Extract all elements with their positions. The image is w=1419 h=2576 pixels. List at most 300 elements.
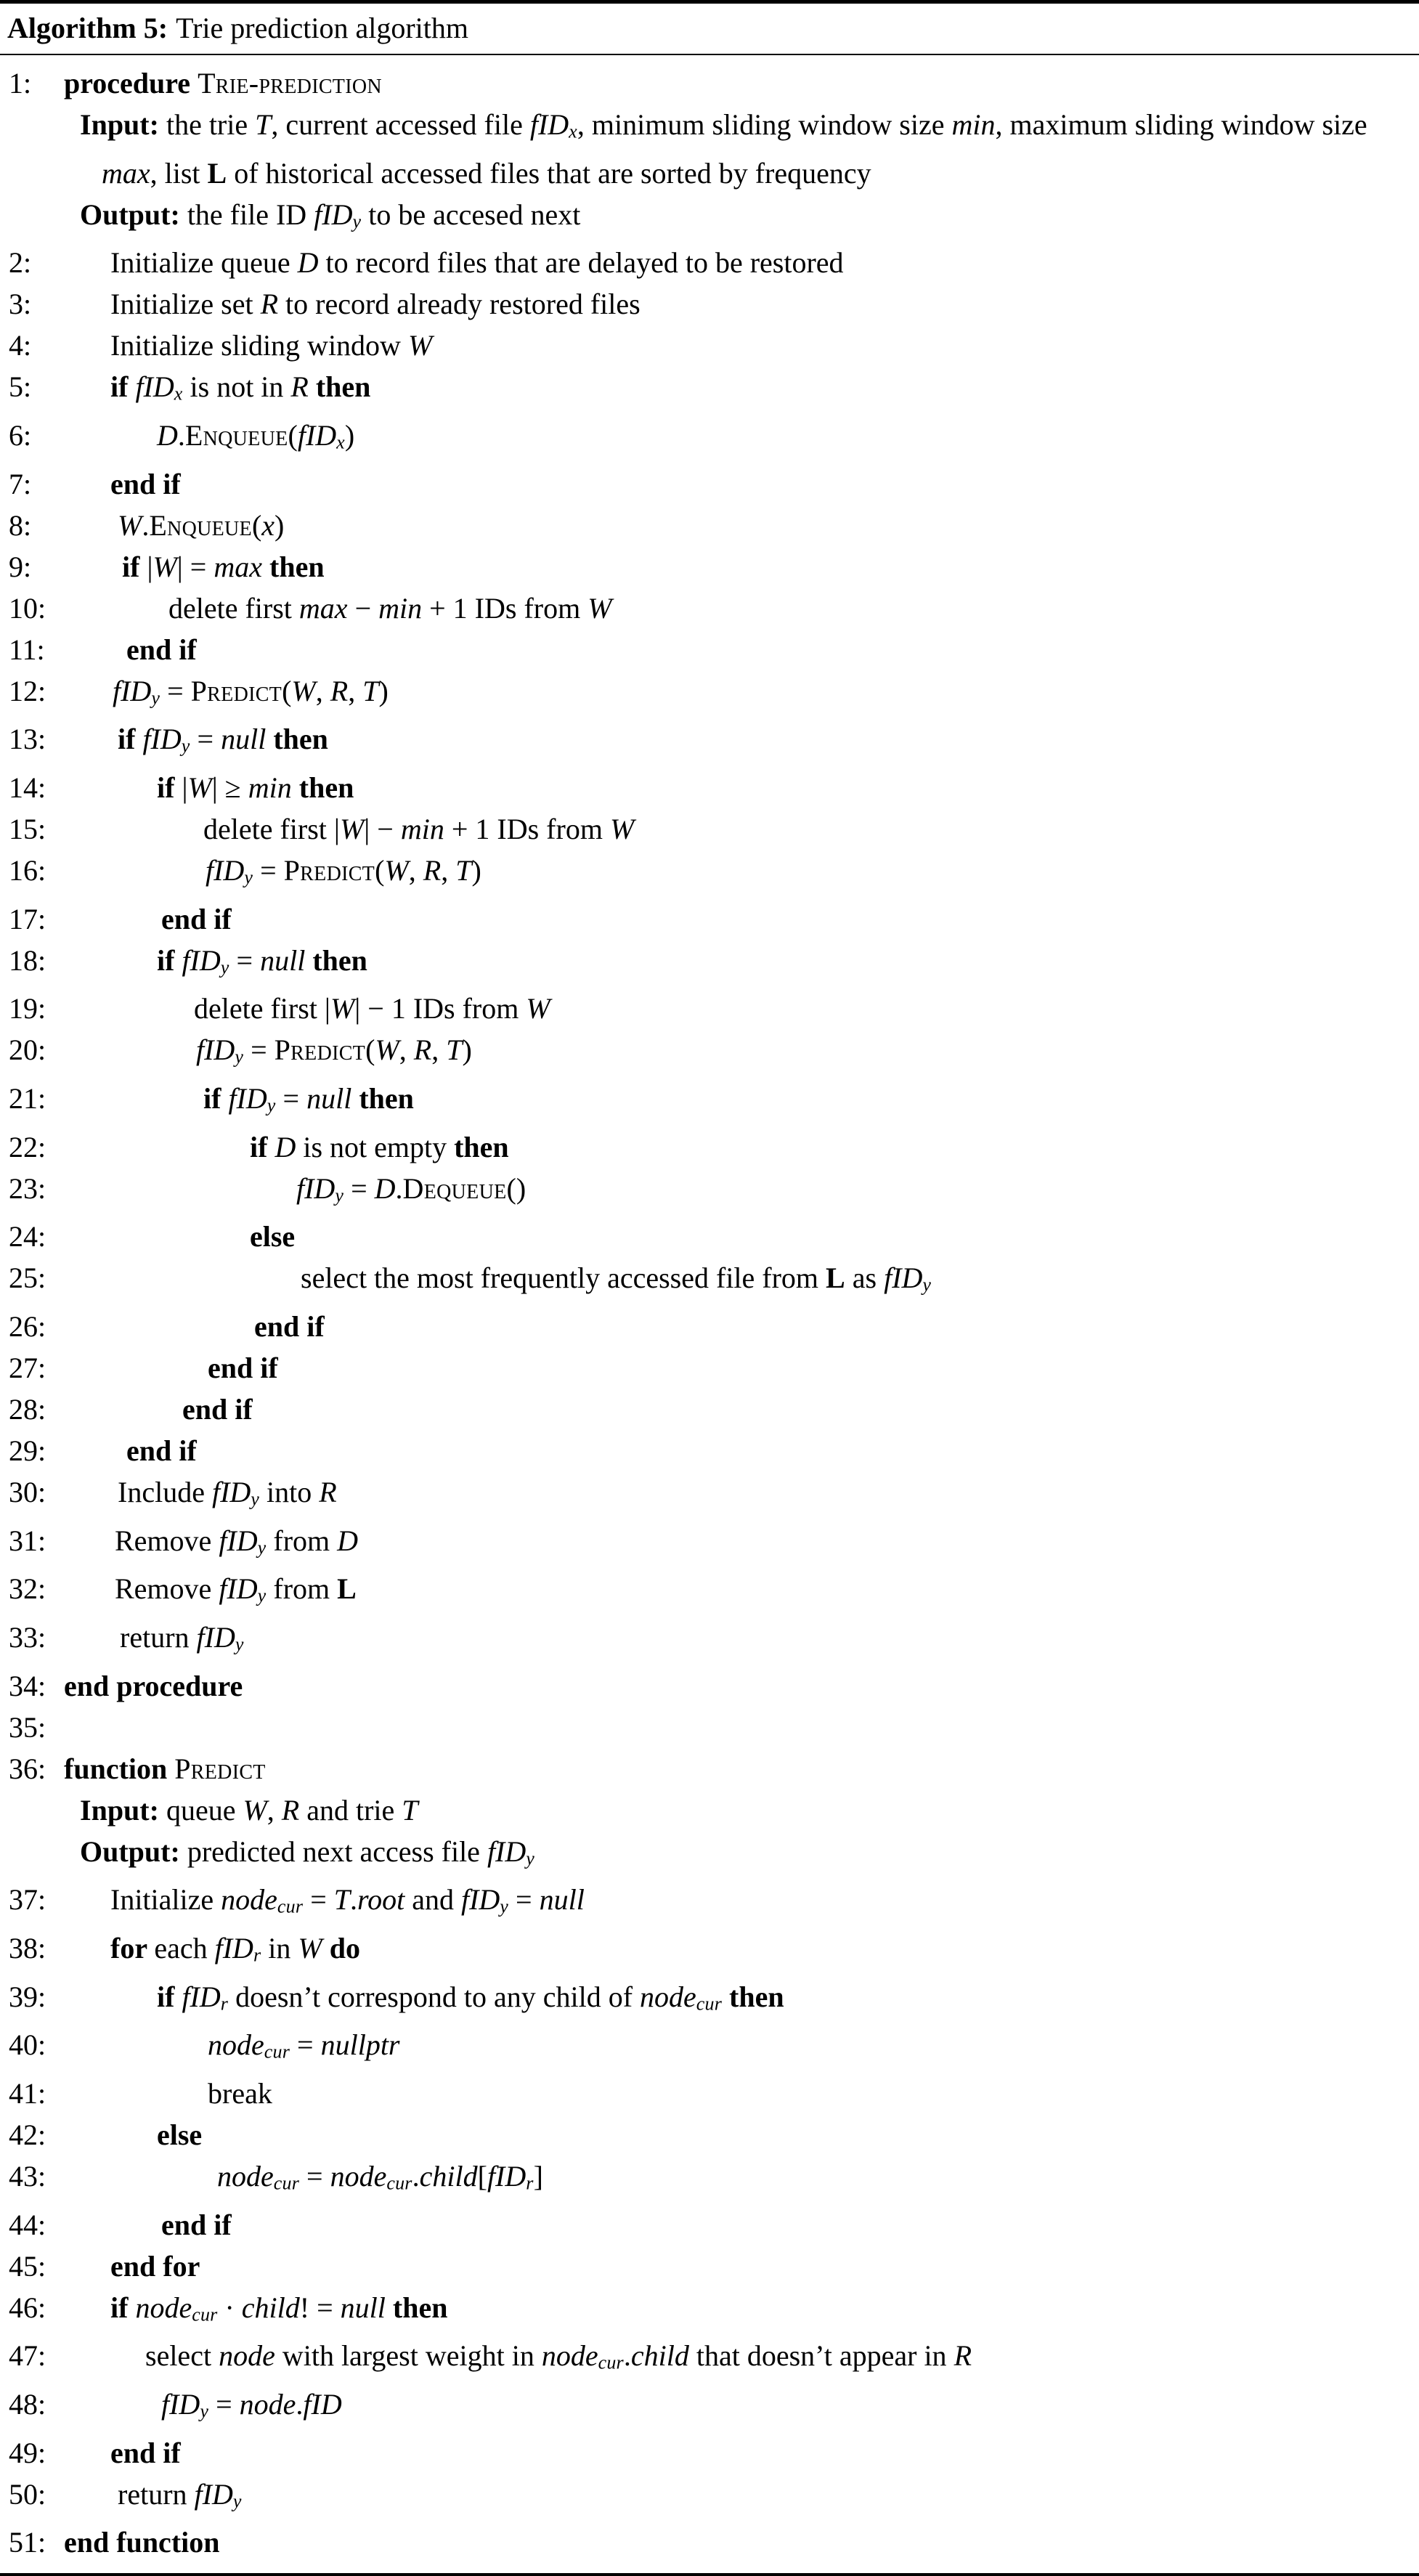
line-number: 22: — [9, 1130, 46, 1163]
algorithm-line — [0, 1520, 1412, 1569]
code-segment: max — [298, 591, 348, 625]
code-segment: , — [399, 1033, 414, 1067]
line-number: 31: — [9, 1524, 46, 1557]
code-segment: end if — [110, 2436, 181, 2469]
code-segment: nullptr — [320, 2028, 400, 2062]
line-number: 51: — [9, 2526, 46, 2559]
algorithm-line — [0, 1471, 1412, 1520]
code-segment: , current accessed file — [271, 108, 530, 141]
code-segment: fID — [196, 1621, 235, 1654]
code-segment: , — [267, 1793, 282, 1827]
code-segment: if — [118, 723, 143, 756]
smallcaps-name: Predict — [190, 674, 282, 707]
code-segment: fID — [182, 943, 221, 977]
code-segment: the file ID — [187, 198, 314, 231]
code-segment: root — [357, 1883, 405, 1917]
code-segment: node — [239, 2388, 296, 2421]
code-segment: R — [423, 854, 442, 887]
code-segment: delete first — [168, 591, 299, 625]
code-segment: else — [250, 1220, 296, 1254]
code-segment: end if — [110, 467, 181, 500]
algorithm-line — [0, 1831, 1412, 1880]
code-text — [64, 940, 1412, 988]
code-segment: fID — [297, 419, 337, 452]
code-segment: y — [500, 1896, 509, 1918]
code-segment: fID — [142, 723, 182, 756]
line-number: 37: — [9, 1883, 46, 1917]
code-segment: W — [339, 813, 365, 846]
code-segment: is not empty — [296, 1130, 455, 1163]
code-text — [64, 2073, 1412, 2114]
code-segment: [ — [477, 2160, 487, 2193]
code-segment: min — [951, 108, 996, 141]
code-segment: fID — [228, 1082, 267, 1116]
code-segment: R — [319, 1476, 337, 1509]
code-segment: node — [217, 2160, 274, 2193]
code-segment: then — [308, 370, 371, 404]
line-number: 26: — [9, 1310, 46, 1344]
code-segment: y — [220, 956, 229, 978]
code-segment: = — [243, 1033, 275, 1067]
code-segment: x — [261, 508, 275, 542]
code-segment: fID — [487, 1835, 526, 1868]
code-text — [64, 670, 1412, 719]
code-segment: fID — [460, 1883, 500, 1917]
code-segment: fID — [194, 2477, 233, 2511]
code-segment: R — [413, 1033, 432, 1067]
line-number: 30: — [9, 1476, 46, 1509]
algorithm-line — [0, 588, 1412, 629]
code-segment: = — [508, 1883, 540, 1917]
code-text — [64, 588, 1412, 629]
code-segment: null — [260, 943, 306, 977]
code-text — [64, 283, 1412, 325]
code-text — [64, 463, 1412, 505]
code-segment: | − 1 IDs from — [354, 992, 526, 1025]
code-text — [64, 629, 1412, 670]
code-segment: L — [826, 1261, 845, 1295]
code-text — [64, 1029, 1412, 1078]
code-segment: y — [257, 1537, 267, 1559]
code-segment: that doesn’t appear in — [688, 2339, 954, 2373]
code-segment: child — [419, 2160, 478, 2193]
line-number: 36: — [9, 1752, 46, 1785]
code-segment: . — [412, 2160, 420, 2193]
code-segment: = — [303, 1883, 334, 1917]
code-text — [64, 1347, 1412, 1389]
algorithm-line — [0, 1617, 1412, 1665]
code-segment: | ≥ — [211, 771, 248, 805]
algorithm-line — [0, 2156, 1412, 2204]
code-text — [64, 1617, 1412, 1665]
code-text — [64, 2246, 1412, 2287]
code-segment: min — [248, 771, 292, 805]
code-text — [64, 1078, 1412, 1126]
code-segment: then — [291, 771, 354, 805]
code-text — [64, 2432, 1412, 2474]
code-segment: null — [539, 1883, 585, 1917]
code-segment: doesn’t correspond to any child of — [228, 1980, 641, 2013]
line-number: 32: — [9, 1572, 46, 1606]
code-segment: + 1 IDs from — [444, 813, 610, 846]
line-number: 1: — [9, 67, 32, 99]
code-segment: cur — [696, 1993, 723, 2015]
smallcaps-name: Enqueue — [184, 419, 288, 452]
line-number: 21: — [9, 1082, 46, 1116]
code-segment: W — [407, 329, 433, 362]
code-segment: to record files that are delayed to be restored — [318, 246, 844, 280]
code-text — [64, 1471, 1412, 1520]
code-segment: r — [526, 2172, 534, 2194]
algorithm-line — [0, 1568, 1412, 1617]
code-segment: W — [526, 992, 550, 1025]
code-segment: = — [253, 854, 284, 887]
code-segment: y — [922, 1275, 932, 1296]
code-segment: . — [623, 2339, 631, 2373]
code-segment: if — [250, 1130, 275, 1163]
code-segment: x — [174, 383, 183, 405]
algorithm-line — [0, 1347, 1412, 1389]
code-text — [64, 1927, 1412, 1976]
code-segment: function — [64, 1752, 175, 1785]
code-text — [64, 1389, 1412, 1430]
code-text — [64, 2522, 1412, 2563]
code-text — [64, 767, 1412, 808]
line-number: 28: — [9, 1393, 46, 1426]
code-segment: max — [214, 550, 262, 583]
code-text — [64, 718, 1412, 767]
code-segment: W — [375, 1033, 399, 1067]
algorithm-label: Algorithm 5: — [7, 12, 168, 44]
algorithm-body — [0, 55, 1419, 2573]
code-segment: R — [281, 1793, 300, 1827]
code-segment: = — [160, 674, 191, 707]
code-segment: W — [330, 992, 355, 1025]
code-segment: if — [110, 370, 136, 404]
code-segment: ) — [378, 674, 389, 707]
algorithm-line — [0, 283, 1412, 325]
algorithm-header — [0, 4, 1419, 55]
code-segment: D — [157, 419, 178, 452]
code-segment: , — [441, 854, 456, 887]
algorithm-line — [0, 62, 1412, 104]
code-segment: fID — [219, 1572, 258, 1606]
code-segment: null — [340, 2291, 386, 2324]
code-segment: return — [120, 1621, 197, 1654]
algorithm-line — [0, 366, 1412, 415]
code-segment: fID — [182, 1980, 221, 2013]
line-number: 10: — [9, 591, 46, 625]
line-number: 7: — [9, 467, 32, 500]
code-text — [64, 546, 1412, 588]
algorithm-line — [0, 1029, 1412, 1078]
code-segment: , — [348, 674, 363, 707]
code-segment: | = — [176, 550, 214, 583]
smallcaps-name: Dequeue — [402, 1171, 507, 1205]
code-segment: end if — [126, 1434, 197, 1468]
code-segment: y — [244, 866, 253, 888]
line-number: 15: — [9, 813, 46, 846]
code-segment: Include — [118, 1476, 212, 1509]
line-number: 4: — [9, 329, 32, 362]
code-segment: then — [385, 2291, 448, 2324]
code-segment: W — [384, 854, 409, 887]
code-segment: predicted next access file — [187, 1835, 487, 1868]
code-segment: = — [299, 2160, 330, 2193]
algorithm-line — [0, 988, 1412, 1029]
code-segment: of historical accessed files that are sorted by frequency — [227, 156, 871, 190]
line-number: 20: — [9, 1033, 46, 1067]
code-segment: Initialize queue — [110, 246, 298, 280]
code-segment: fID — [219, 1524, 258, 1557]
code-segment: from — [266, 1524, 338, 1557]
algorithm-line — [0, 808, 1412, 850]
code-text — [64, 1568, 1412, 1617]
code-text — [64, 1976, 1412, 2025]
code-text — [64, 2335, 1412, 2384]
algorithm-line — [0, 1707, 1412, 1748]
code-segment: , — [408, 854, 423, 887]
code-text — [64, 898, 1412, 940]
code-segment: ( — [365, 1033, 375, 1067]
code-segment: node — [135, 2291, 192, 2324]
algorithm-line — [0, 1789, 1412, 1831]
code-segment: T — [333, 1883, 350, 1917]
code-segment: fID — [296, 1171, 336, 1205]
line-number: 47: — [9, 2339, 46, 2373]
algorithm-line — [0, 1927, 1412, 1976]
code-segment: select the most frequently accessed file from — [301, 1261, 826, 1295]
code-text — [64, 2384, 1412, 2432]
code-segment: · — [217, 2291, 242, 2324]
code-segment: W — [118, 508, 142, 542]
line-number: 18: — [9, 943, 46, 977]
code-segment: L — [337, 1572, 357, 1606]
code-text — [64, 415, 1412, 463]
code-text — [64, 505, 1412, 546]
code-segment: min — [400, 813, 444, 846]
code-segment: = — [275, 1082, 307, 1116]
code-text — [64, 2474, 1412, 2522]
code-segment: L — [207, 156, 227, 190]
code-text — [64, 2114, 1412, 2156]
code-segment: null — [221, 723, 267, 756]
code-segment: Remove — [115, 1572, 219, 1606]
algorithm-title: Trie prediction algorithm — [176, 12, 468, 44]
algorithm-line — [0, 415, 1412, 463]
algorithm-line — [0, 670, 1412, 719]
line-number: 39: — [9, 1980, 46, 2013]
code-segment: T — [446, 1033, 463, 1067]
code-segment: Output: — [80, 198, 187, 231]
code-segment: , — [315, 674, 330, 707]
line-number: 13: — [9, 723, 46, 756]
algorithm-line — [0, 1168, 1412, 1216]
code-segment: () — [506, 1171, 526, 1205]
line-number: 3: — [9, 288, 32, 321]
algorithm-line — [0, 325, 1412, 366]
code-text — [64, 1789, 1412, 1831]
algorithm-line — [0, 940, 1412, 988]
code-segment: end if — [161, 902, 232, 935]
algorithm-line — [0, 1306, 1412, 1347]
code-segment: y — [151, 687, 160, 709]
code-segment: . — [142, 508, 150, 542]
code-segment: y — [251, 1488, 260, 1510]
code-segment: then — [305, 943, 367, 977]
line-number: 16: — [9, 854, 46, 887]
algorithm-line — [0, 2335, 1412, 2384]
code-segment: with largest weight in — [275, 2339, 542, 2373]
algorithm-line — [0, 546, 1412, 588]
algorithm-line — [0, 2474, 1412, 2522]
code-segment: queue — [166, 1793, 243, 1827]
code-segment: W — [187, 771, 212, 805]
code-text — [64, 850, 1412, 898]
code-segment: ) — [471, 854, 481, 887]
code-text — [64, 2156, 1412, 2204]
algorithm-line — [0, 767, 1412, 808]
code-segment: = — [229, 943, 261, 977]
code-segment: y — [267, 1094, 276, 1116]
code-segment: fID — [196, 1033, 235, 1067]
code-text — [64, 988, 1412, 1029]
code-segment: ( — [282, 674, 292, 707]
code-segment: Initialize — [110, 1883, 221, 1917]
line-number: 14: — [9, 771, 46, 805]
code-segment: then — [351, 1082, 414, 1116]
code-segment: then — [454, 1130, 509, 1163]
code-text — [64, 104, 1412, 194]
line-number: 2: — [9, 246, 32, 280]
code-text — [64, 194, 1412, 243]
code-text — [64, 1257, 1412, 1306]
code-segment: and — [404, 1883, 461, 1917]
code-segment: delete first | — [203, 813, 340, 846]
code-text — [64, 1430, 1412, 1471]
code-text — [64, 808, 1412, 850]
code-segment: then — [262, 550, 325, 583]
code-segment: ! = — [299, 2291, 341, 2324]
code-segment: , maximum sliding window size — [995, 108, 1367, 141]
code-text — [64, 2204, 1412, 2246]
line-number: 24: — [9, 1220, 46, 1254]
algorithm-line — [0, 2073, 1412, 2114]
algorithm-line — [0, 898, 1412, 940]
code-segment: D — [275, 1130, 296, 1163]
line-number: 8: — [9, 508, 32, 542]
code-text — [64, 2287, 1412, 2336]
algorithm-line — [0, 1430, 1412, 1471]
line-number: 41: — [9, 2077, 46, 2110]
code-segment: T — [255, 108, 272, 141]
code-segment: R — [954, 2339, 972, 2373]
line-number: 38: — [9, 1932, 46, 1965]
code-text — [64, 1216, 1412, 1257]
code-segment: each — [154, 1932, 215, 1965]
code-segment: fID — [214, 1932, 253, 1965]
code-segment: R — [260, 288, 279, 321]
code-segment: end if — [182, 1393, 253, 1426]
code-segment: fID — [161, 2388, 200, 2421]
code-segment: fID — [314, 198, 353, 231]
code-segment: else — [157, 2118, 203, 2152]
code-segment: cur — [192, 2304, 218, 2325]
algorithm-line — [0, 1389, 1412, 1430]
code-segment: fID — [303, 2388, 342, 2421]
code-segment: y — [181, 736, 190, 757]
smallcaps-name: Enqueue — [149, 508, 252, 542]
code-text — [64, 1831, 1412, 1880]
code-segment: cur — [277, 1896, 304, 1918]
code-segment: then — [722, 1980, 784, 2013]
line-number: 9: — [9, 550, 32, 583]
code-segment: D — [297, 246, 319, 280]
line-number: 12: — [9, 674, 46, 707]
code-segment: Input: — [80, 1793, 166, 1827]
smallcaps-name: Predict — [274, 1033, 366, 1067]
code-segment: x — [569, 121, 577, 142]
code-segment: − — [347, 591, 379, 625]
algorithm-line — [0, 2246, 1412, 2287]
code-segment: fID — [113, 674, 152, 707]
code-segment: fID — [211, 1476, 251, 1509]
line-number: 48: — [9, 2388, 46, 2421]
code-segment: . — [395, 1171, 403, 1205]
code-segment: end if — [126, 633, 197, 666]
code-segment: = — [343, 1171, 375, 1205]
smallcaps-name: Trie-prediction — [198, 67, 382, 99]
code-segment: = — [208, 2388, 240, 2421]
smallcaps-name: Predict — [174, 1752, 266, 1785]
code-segment: child — [241, 2291, 300, 2324]
code-segment: , list — [150, 156, 208, 190]
code-segment: end function — [64, 2526, 220, 2559]
code-segment: x — [336, 431, 345, 453]
code-segment: max — [102, 156, 150, 190]
algorithm-line — [0, 2287, 1412, 2336]
code-segment: node — [541, 2339, 598, 2373]
code-segment: D — [337, 1524, 359, 1557]
algorithm-line — [0, 1976, 1412, 2025]
code-segment: Output: — [80, 1835, 187, 1868]
algorithm-line — [0, 2384, 1412, 2432]
line-number: 29: — [9, 1434, 46, 1468]
code-segment: , minimum sliding window size — [577, 108, 952, 141]
algorithm-line — [0, 718, 1412, 767]
line-number: 25: — [9, 1261, 46, 1295]
line-number: 11: — [9, 633, 45, 666]
code-segment: if — [122, 550, 147, 583]
code-segment: ) — [462, 1033, 472, 1067]
code-text — [64, 1168, 1412, 1216]
code-segment: into — [259, 1476, 320, 1509]
algorithm-line — [0, 629, 1412, 670]
code-segment: y — [352, 211, 362, 232]
code-segment: if — [157, 771, 182, 805]
code-segment: D — [374, 1171, 396, 1205]
line-number: 43: — [9, 2160, 46, 2193]
code-segment: end procedure — [64, 1669, 243, 1702]
code-text — [64, 325, 1412, 366]
code-segment: | — [182, 771, 188, 805]
code-segment: if — [157, 943, 182, 977]
code-segment: end for — [110, 2249, 200, 2283]
code-text — [64, 62, 1412, 104]
code-segment: Input: — [80, 108, 166, 141]
code-segment: return — [118, 2477, 195, 2511]
algorithm-line — [0, 1665, 1412, 1707]
